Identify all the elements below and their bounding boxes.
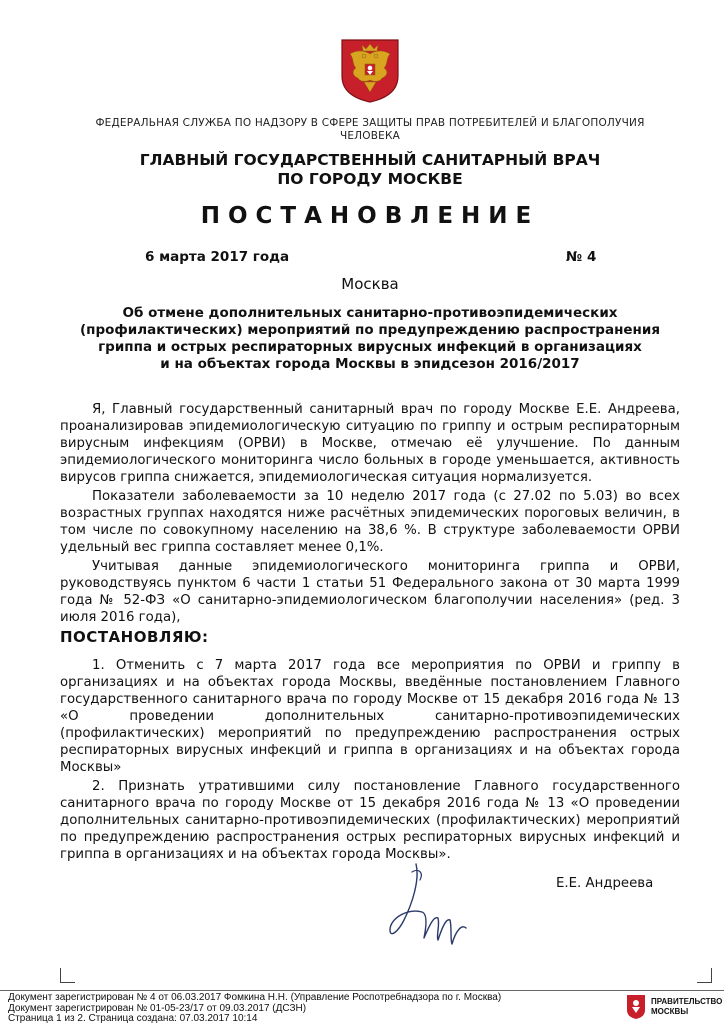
paragraph-situation: Я, Главный государственный санитарный врач по городу Москве Е.Е. Андреева, проанализировав эпидемиологическую ситуацию по гриппу и острым респираторным вирусным инфекциям (ОРВИ) в Москве, отмечаю её улучшение. По данным эпидемиологического мониторинга число больных в городе уменьшается, активность вирусов гриппа снижается, эпидемиологическая ситуация нормализуется.: [60, 402, 680, 485]
signature: [382, 858, 477, 948]
chief-officer-title: [60, 151, 680, 189]
chief-title-line-2: ПО ГОРОДУ МОСКВЕ: [277, 170, 463, 188]
moscow-government-wordmark: [651, 997, 722, 1017]
document-number: № 4: [566, 249, 597, 265]
agency-name: ФЕДЕРАЛЬНАЯ СЛУЖБА ПО НАДЗОРУ В СФЕРЕ ЗАЩИТЫ ПРАВ ПОТРЕБИТЕЛЕЙ И БЛАГОПОЛУЧИЯ ЧЕЛОВЕКА: [95, 117, 645, 142]
chief-title-line-1: ГЛАВНЫЙ ГОСУДАРСТВЕННЫЙ САНИТАРНЫЙ ВРАЧ: [139, 151, 601, 169]
page-corner-mark-left: [60, 968, 75, 983]
city: Москва: [341, 275, 399, 293]
document-type: ПОСТАНОВЛЕНИЕ: [200, 203, 540, 229]
footer-line-3: Страница 1 из 2. Страница создана: 07.03.2017 10:14: [8, 1013, 258, 1024]
wordmark-line-2: МОСКВЫ: [651, 1007, 689, 1016]
footer-line-2: Документ зарегистрирован № 01-05-23/17 от 09.03.2017 (ДСЗН): [8, 1002, 307, 1014]
paragraph-indicators: Показатели заболеваемости за 10 неделю 2017 года (с 27.02 по 5.03) во всех возрастных группах находятся ниже расчётных эпидемических пороговых величин, в том числе по совокупному населению на 38,6 %. В структуре заболеваемости ОРВИ удельный вес гриппа составляет менее 0,1%.: [60, 489, 680, 555]
wordmark-line-1: ПРАВИТЕЛЬСТВО: [651, 997, 723, 1006]
signer-name: Е.Е. Андреева: [556, 876, 654, 891]
paragraph-legal-basis: Учитывая данные эпидемиологического мониторинга гриппа и ОРВИ, руководствуясь пунктом 6 части 1 статьи 51 Федерального закона от 30 марта 1999 года № 52-ФЗ «О санитарно-эпидемиологическом благополучии населения» (ред. 3 июля 2016 года),: [60, 559, 680, 625]
title-line-1: Об отмене дополнительных санитарно-противоэпидемических: [122, 305, 618, 321]
moscow-government-logo-icon: [626, 994, 646, 1020]
coat-of-arms-emblem: [336, 36, 404, 104]
footer-divider: [0, 990, 724, 991]
document-date: 6 марта 2017 года: [145, 249, 290, 265]
decree-item-2: 2. Признать утратившими силу постановление Главного государственного санитарного врача по городу Москве от 15 декабря 2016 года № 13 «О проведении дополнительных санитарно-противоэпидемических (профилактических) мероприятий по предупреждению распространения острых респираторных вирусных инфекций и гриппа в организациях и на объектах города Москвы».: [60, 779, 680, 862]
registration-footer: [8, 993, 501, 1025]
title-line-3: гриппа и острых респираторных вирусных инфекций в организациях: [98, 339, 642, 355]
decree-heading: ПОСТАНОВЛЯЮ:: [60, 628, 209, 646]
title-line-4: и на объектах города Москвы в эпидсезон 2016/2017: [160, 356, 580, 372]
page-corner-mark-right: [697, 968, 712, 983]
footer-line-1: Документ зарегистрирован № 4 от 06.03.2017 Фомкина Н.Н. (Управление Роспотребнадзора по г. Москва): [8, 992, 502, 1003]
title-line-2: (профилактических) мероприятий по предупреждению распространения: [79, 322, 661, 338]
decree-item-1: 1. Отменить с 7 марта 2017 года все мероприятия по ОРВИ и гриппу в организациях и на объектах города Москвы, введённые постановлением Главного государственного санитарного врача по городу Москве от 15 декабря 2016 года № 13 «О проведении дополнительных санитарно-противоэпидемических (профилактических) мероприятий по предупреждению распространения острых респираторных вирусных инфекций и гриппа в организациях и на объектах города Москвы»: [60, 658, 680, 775]
document-title: [60, 305, 680, 373]
